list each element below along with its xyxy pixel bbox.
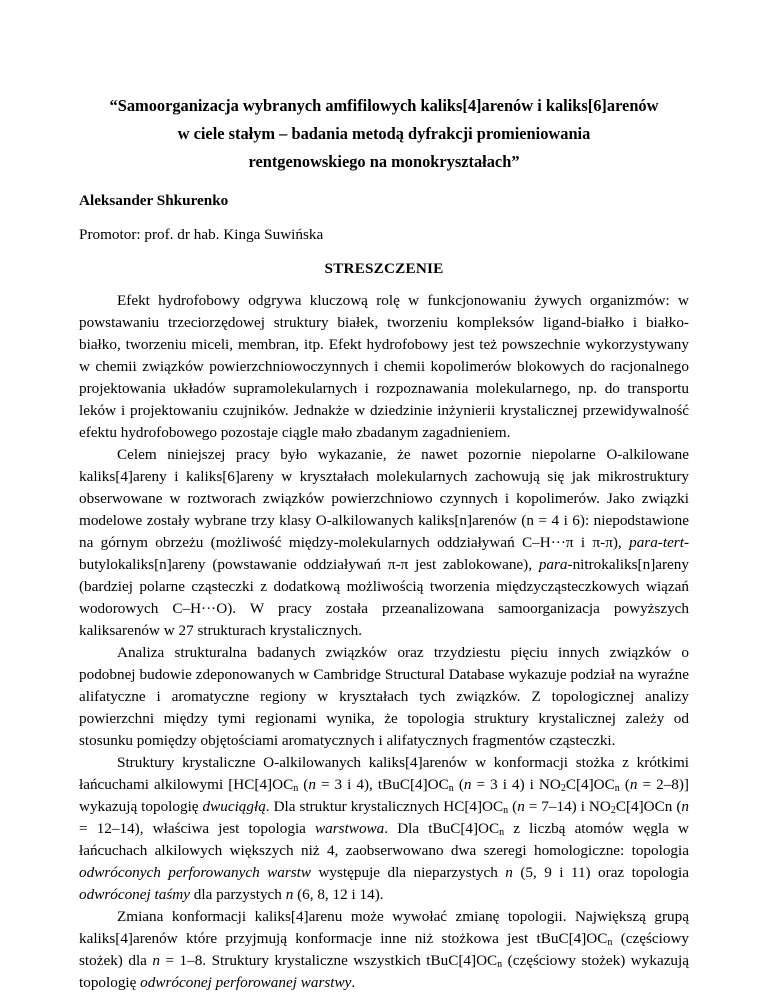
paragraph-text: = 12–14), właściwa jest topologia: [79, 820, 316, 837]
paragraph-text: C[4]OC: [565, 776, 615, 793]
section-heading: STRESZCZENIE: [324, 260, 444, 277]
author-name: Aleksander Shkurenko: [79, 192, 229, 209]
paragraph-text: (: [619, 776, 630, 793]
title-line: “Samoorganizacja wybranych amfifilowych kaliks[4]arenów i kaliks[6]arenów: [109, 96, 659, 115]
paragraph-text: = 3 i 4), tBuC[4]OC: [315, 776, 449, 793]
paragraph-text: Celem niniejszej pracy było wykazanie, że nawet pozornie niepolarne O-alkilowane kaliks[4]areny i kaliks[6]areny w kryształach molekularnych zachowują się jak mikrostruktury obserwowane w roztworach związków powierzchniowo czynnych i kopolimerów. Jako związki modelowe zostały wybrane trzy klasy O-alkilowanych kaliks[n]arenów (n = 4 i 6): niepodstawione na górnym obrzeżu (możliwość między-molekularnych oddziaływań C–H···π i π-π),: [79, 446, 689, 551]
italic-text: n: [629, 776, 638, 793]
paragraph-text: Efekt hydrofobowy odgrywa kluczową rolę w funkcjonowaniu żywych organizmów: w powstawaniu trzeciorzędowej struktury białek, tworzeniu kompleksów ligand-białko i białko-białko, tworzeniu miceli, membran, itp. Efekt hydrofobowy jest też powszechnie wykorzystywany w chemii związków powierzchniowoczynnych i chemii kopolimerów blokowych do racjonalnego projektowania układów supramolekularnych i rozpoznawania molekularnego, np. do transportu leków i projektowaniu czujników. Jednakże w dziedzinie inżynierii krystalicznej przewidywalność efektu hydrofobowego pozostaje ciągle mało zbadanym zagadnieniem.: [79, 292, 689, 441]
italic-text: dwuciągłą: [202, 798, 266, 815]
italic-text: n: [308, 776, 316, 793]
subscript-text: n: [614, 783, 620, 794]
document-title: [79, 92, 689, 176]
paragraph-text: występuje dla nieparzystych: [311, 864, 506, 881]
title-line: w ciele stałym – badania metodą dyfrakcji promieniowania: [177, 124, 591, 143]
italic-text: n: [517, 798, 525, 815]
italic-text: warstwowa: [315, 820, 385, 837]
paragraph-text: (częściowy stożek) dla: [79, 930, 689, 969]
paragraph-text: = 3 i 4) i NO: [471, 776, 561, 793]
abstract-paragraph: [79, 444, 689, 642]
paragraph-text: (: [298, 776, 309, 793]
paragraph-text: Analiza strukturalna badanych związków oraz trzydziestu pięciu innych związków o podobnej budowie zdeponowanych w Cambridge Structural Database wykazuje podział na wyraźne alifatyczne i aromatyczne regiony w kryształach tych związków. Z topologicznej analizy powierzchni między tymi regionami wynika, że topologia struktury krystalicznej zależy od stosunku pomiędzy objętościami aromatycznych i alifatycznych fragmentów cząsteczki.: [79, 644, 689, 749]
subscript-text: n: [497, 959, 503, 970]
italic-text: n: [505, 864, 513, 881]
italic-text: n: [152, 952, 160, 969]
italic-text: odwróconej perforowanej warstwy: [140, 974, 352, 991]
subscript-text: 2: [560, 783, 566, 794]
paragraph-text: -nitrokaliks[n]areny (bardziej polarne cząsteczki z dodatkową możliwością tworzenia międzycząsteczkowych wiązań wodorowych C–H···O). W pracy została przeanalizowana samoorganizacja powyższych kaliksarenów w 27 strukturach krystalicznych.: [79, 556, 689, 639]
abstract-paragraph: [79, 906, 689, 994]
abstract-paragraph: [79, 642, 689, 752]
title-line: rentgenowskiego na monokryształach”: [248, 152, 520, 171]
paragraph-text: z liczbą atomów węgla w łańcuchach alkilowych większych niż 4, zaobserwowano dwa szeregi homologiczne: topologia: [79, 820, 689, 859]
italic-text: para-tert: [629, 534, 684, 551]
paragraph-text: (: [453, 776, 464, 793]
paragraph-text: Zmiana konformacji kaliks[4]arenu może wywołać zmianę topologii. Największą grupą kaliks[4]arenów które przyjmują konformacje inne niż stożkowa jest tBuC[4]OC: [79, 908, 689, 947]
subscript-text: n: [499, 827, 505, 838]
paragraph-text: (: [508, 798, 518, 815]
italic-text: n: [463, 776, 472, 793]
paragraph-text: Struktury krystaliczne O-alkilowanych kaliks[4]arenów w konformacji stożka z krótkimi łańcuchami alkilowymi [HC[4]OC: [79, 754, 689, 793]
paragraph-text: (5, 9 i 11) oraz topologia: [512, 864, 689, 881]
promotor-line: Promotor: prof. dr hab. Kinga Suwińska: [79, 226, 324, 243]
italic-text: n: [681, 798, 690, 815]
italic-text: n: [285, 886, 294, 903]
subscript-text: n: [448, 783, 454, 794]
paragraph-text: -butylokaliks[n]areny (powstawanie oddziaływań π-π jest zablokowane),: [79, 534, 689, 573]
subscript-text: n: [293, 783, 299, 794]
subscript-text: n: [607, 937, 613, 948]
italic-text: odwróconych perforowanych warstw: [79, 864, 312, 881]
paragraph-text: .: [351, 974, 356, 991]
paragraph-text: = 1–8. Struktury krystaliczne wszystkich tBuC[4]OC: [159, 952, 498, 969]
abstract-paragraph: [79, 752, 689, 906]
document-page: [79, 92, 689, 994]
paragraph-text: dla parzystych: [189, 886, 286, 903]
paragraph-text: = 7–14) i NO: [524, 798, 611, 815]
subscript-text: n: [503, 805, 509, 816]
abstract-body: [79, 290, 689, 994]
paragraph-text: C[4]OCn (: [615, 798, 682, 815]
paragraph-text: . Dla struktur krystalicznych HC[4]OC: [265, 798, 504, 815]
subscript-text: 2: [610, 805, 616, 816]
paragraph-text: . Dla tBuC[4]OC: [384, 820, 500, 837]
paragraph-text: (częściowy stożek) wykazują topologię: [79, 952, 689, 991]
italic-text: odwróconej taśmy: [79, 886, 190, 903]
paragraph-text: (6, 8, 12 i 14).: [293, 886, 384, 903]
paragraph-text: = 2–8)] wykazują topologię: [79, 776, 689, 815]
abstract-paragraph: [79, 290, 689, 444]
italic-text: para: [538, 556, 568, 573]
